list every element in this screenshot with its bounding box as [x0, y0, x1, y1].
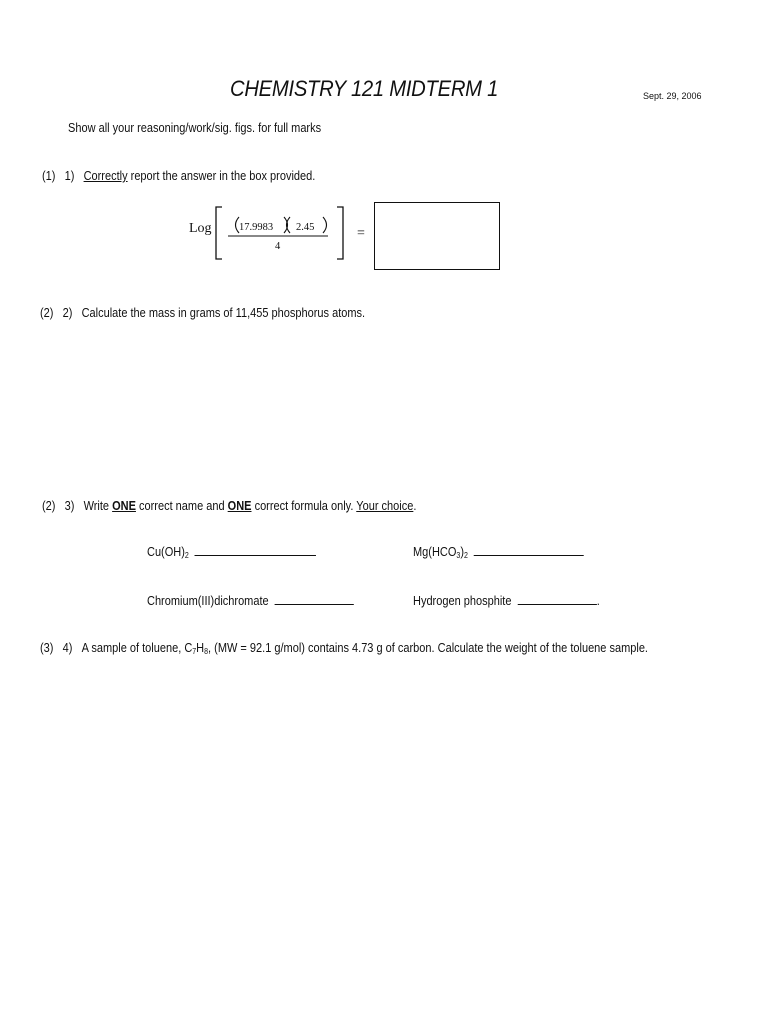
equals-sign: = [357, 226, 365, 241]
mg-formula: Mg(HCO [413, 545, 457, 559]
hydrogen-answer-blank[interactable] [518, 593, 597, 605]
q4-text-b: , (MW = 92.1 g/mol) contains 4.73 g of carbon. Calculate the weight of the toluene sample. [208, 641, 648, 655]
q3-text-a: Write [83, 499, 113, 513]
q4-text-h: H [196, 641, 205, 655]
q3-your-choice: Your choice [356, 499, 414, 513]
q1-marks: (1) [42, 169, 56, 183]
page-title: CHEMISTRY 121 MIDTERM 1 [230, 76, 499, 101]
q1-text: report the answer in the box provided. [127, 169, 316, 183]
q3-number: 3) [64, 499, 75, 513]
q4-row [40, 641, 648, 655]
log-label: Log [189, 221, 212, 236]
cuoh-formula: Cu(OH) [147, 545, 185, 559]
q3-one-2: ONE [227, 499, 252, 513]
answer-box[interactable] [374, 202, 500, 270]
hydrogen-name: Hydrogen phosphite [413, 594, 512, 608]
q3-period: . [413, 499, 417, 513]
instructions: Show all your reasoning/work/sig. figs. for full marks [68, 121, 322, 135]
q3-item-hydrogen [413, 593, 600, 608]
chromium-name: Chromium(III)dichromate [147, 594, 269, 608]
q4-number: 4) [62, 641, 73, 655]
exam-date: Sept. 29, 2006 [643, 91, 702, 101]
log-bracket-graphic [210, 205, 355, 263]
q3-text-b: correct name and [135, 499, 228, 513]
cuoh-sub: 2 [184, 551, 189, 560]
mg-sub-1: 3 [456, 551, 461, 560]
q3-item-chromium [147, 593, 354, 608]
q3-marks: (2) [42, 499, 56, 513]
q2-marks: (2) [40, 306, 54, 320]
q3-item-cuoh [147, 544, 316, 559]
q1-row [42, 169, 315, 183]
q3-item-mg [413, 544, 584, 559]
q3-row [42, 499, 416, 513]
q2-text: Calculate the mass in grams of 11,455 phosphorus atoms. [81, 306, 366, 320]
denominator: 4 [275, 241, 281, 252]
q3-text-c: correct formula only. [251, 499, 357, 513]
cuoh-answer-blank[interactable] [195, 544, 316, 556]
q4-sub-c: 7 [192, 647, 197, 656]
q1-number: 1) [64, 169, 75, 183]
mg-paren: ) [460, 545, 464, 559]
q4-marks: (3) [40, 641, 54, 655]
q3-one-1: ONE [112, 499, 136, 513]
q4-sub-h: 8 [204, 647, 209, 656]
value-1: 17.9983 [239, 222, 274, 233]
value-2: 2.45 [296, 222, 315, 233]
q1-correctly: Correctly [83, 169, 128, 183]
mg-answer-blank[interactable] [474, 544, 584, 556]
q4-text-a: A sample of toluene, C [81, 641, 193, 655]
q2-row [40, 306, 365, 320]
mg-sub-2: 2 [463, 551, 468, 560]
q2-number: 2) [62, 306, 73, 320]
chromium-answer-blank[interactable] [275, 593, 354, 605]
hydrogen-period: . [596, 594, 600, 608]
